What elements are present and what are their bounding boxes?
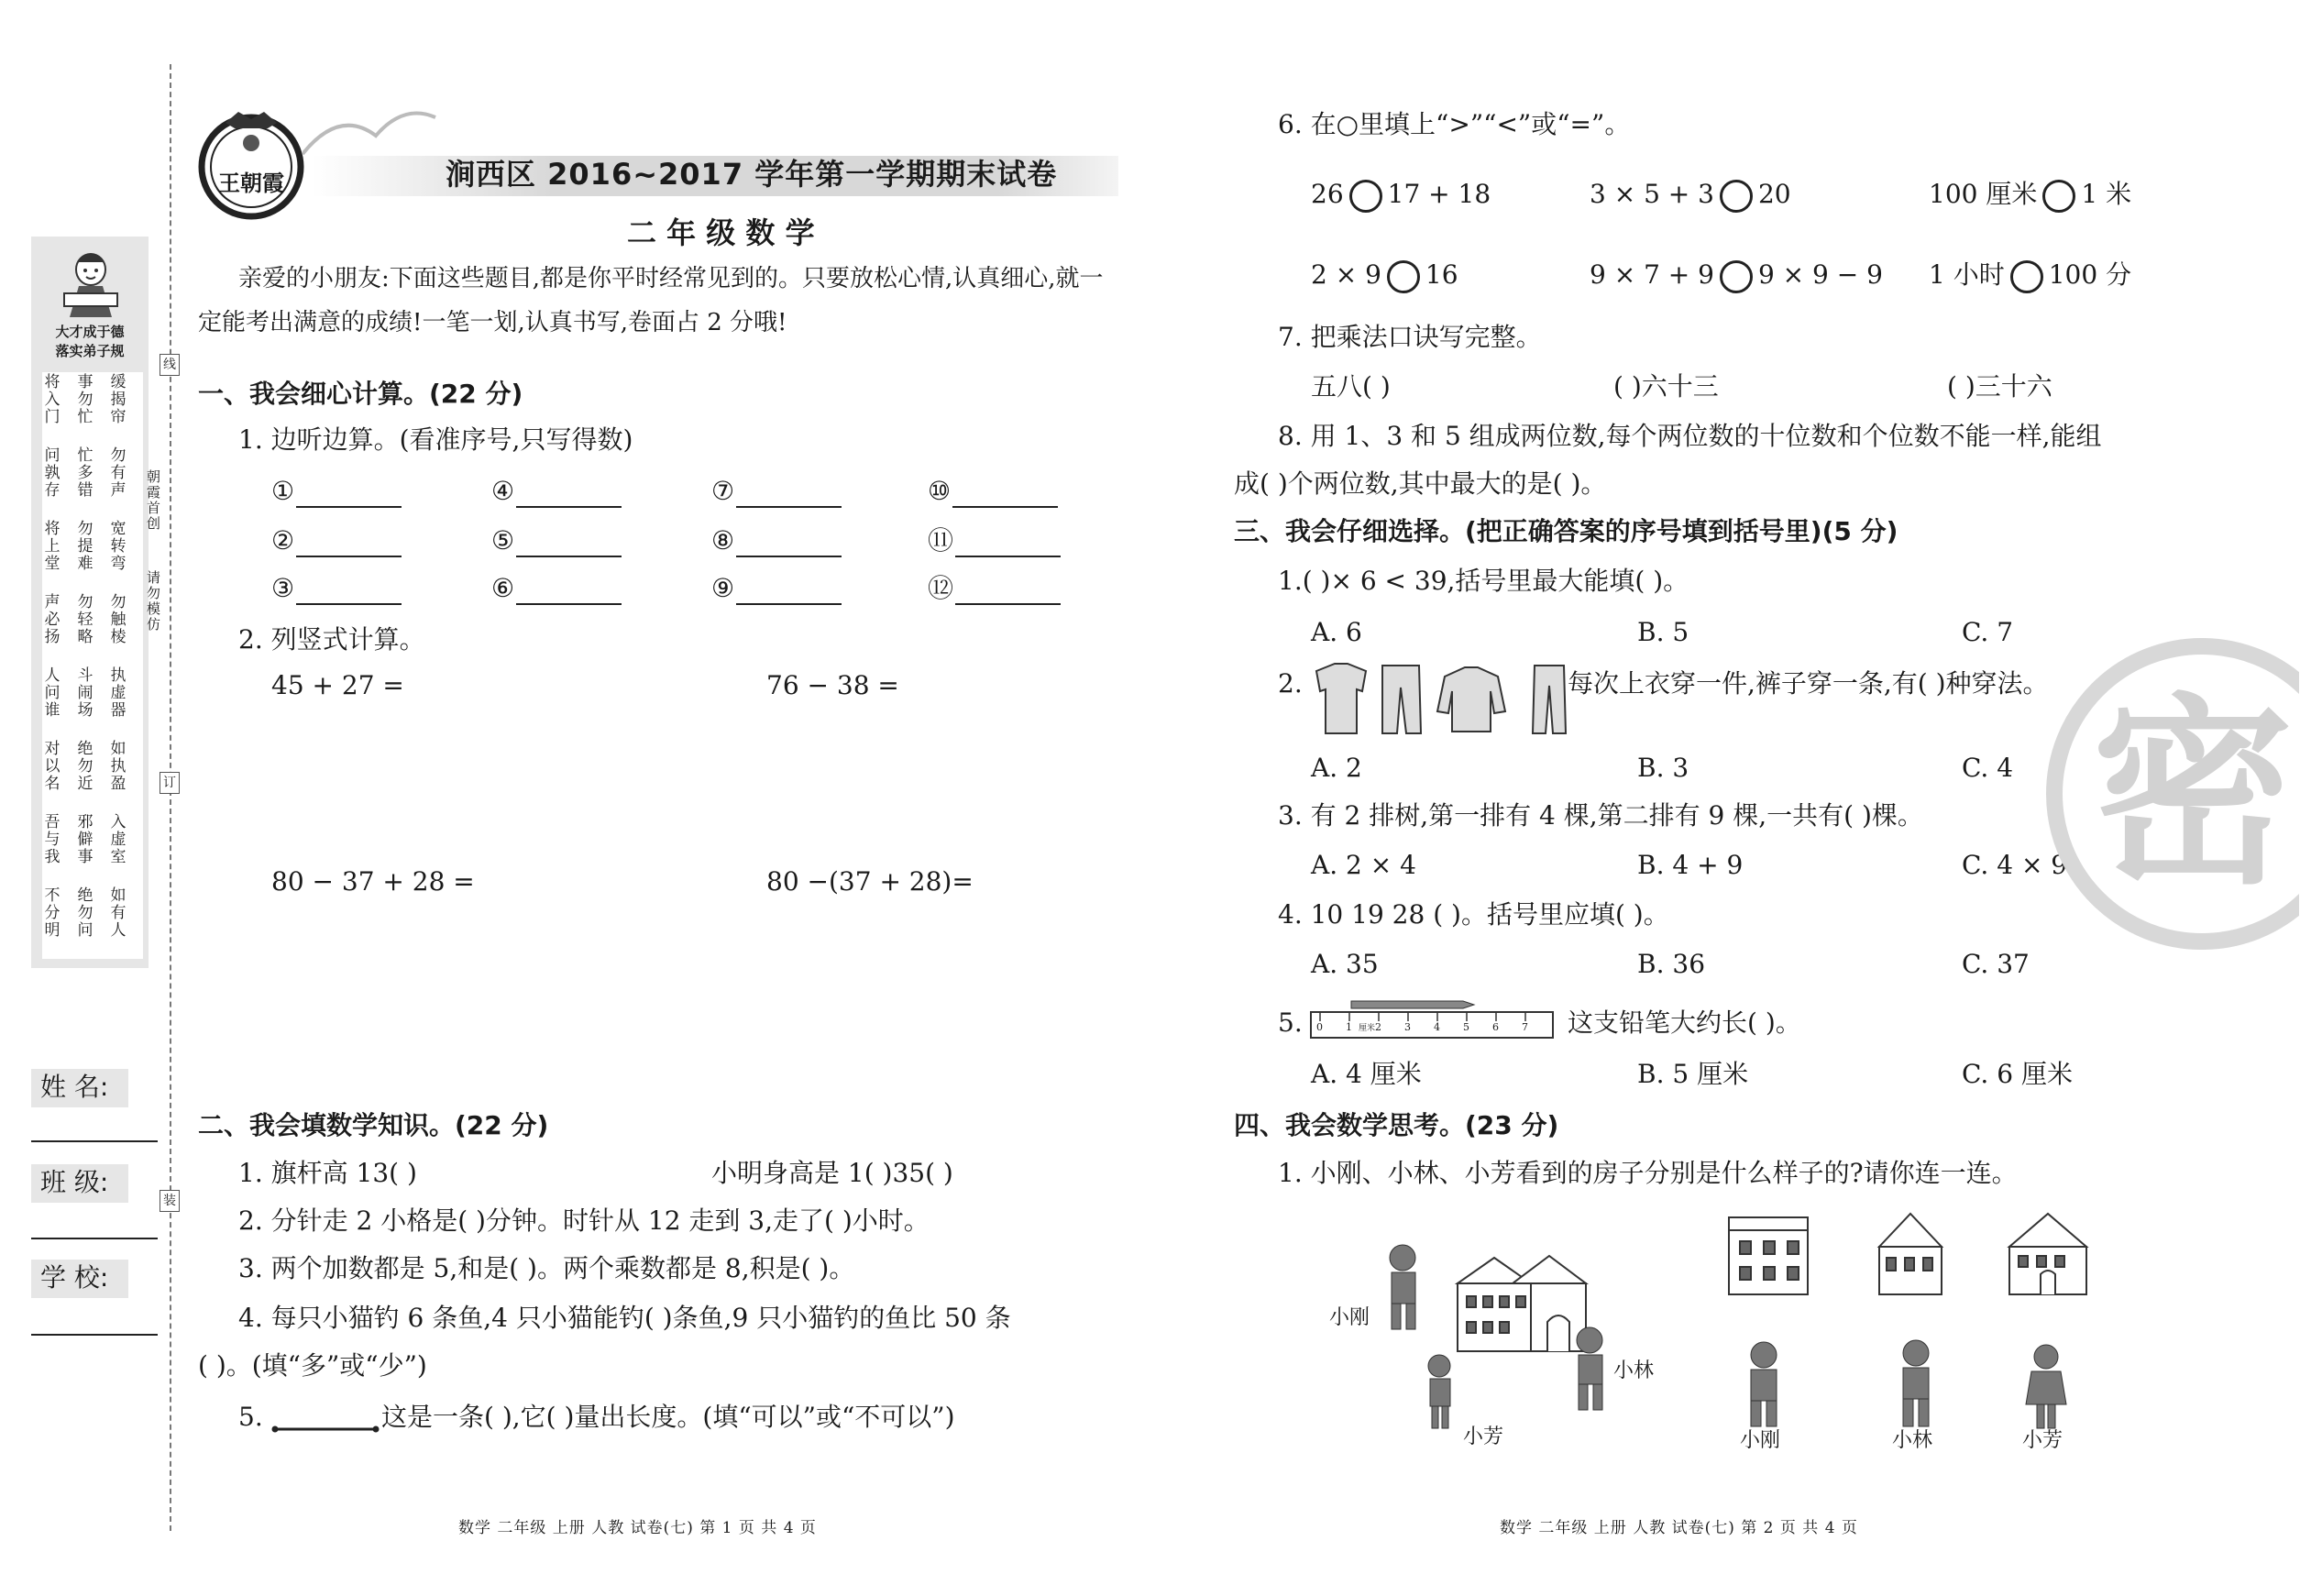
- q1-prompt: 1. 边听边算。(看准序号,只写得数): [238, 424, 633, 455]
- answer-blank[interactable]: [736, 482, 842, 508]
- proverb-columns: [42, 374, 138, 961]
- kid-label-xiaogang: 小刚: [1740, 1429, 1781, 1452]
- proverb-phrase: 人问谁: [44, 666, 61, 720]
- intro-line-2: 定能考出满意的成绩!一笔一划,认真书写,卷面占 2 分哦!: [198, 309, 787, 336]
- kid-xiaogang-icon: [1736, 1338, 1791, 1430]
- compare-left: 9 × 7 + 9: [1590, 259, 1714, 290]
- fill-q5-num: 5.: [238, 1402, 263, 1432]
- ruler-tick-label: 7: [1522, 1021, 1528, 1033]
- boy-reading-icon: [51, 246, 130, 321]
- compare-left: 26: [1311, 179, 1344, 209]
- slot-number: ⑪: [928, 525, 954, 556]
- q2-prompt: 2. 列竖式计算。: [238, 624, 425, 655]
- proverb-phrase: 对以名: [44, 740, 61, 793]
- notice-column-2: 请勿模仿: [147, 569, 161, 633]
- vertical-calc-2: 76 − 38 =: [766, 670, 899, 700]
- class-field[interactable]: [31, 1238, 158, 1239]
- compare-3: [1929, 178, 2131, 213]
- ruler-tick-label: 6: [1492, 1021, 1499, 1033]
- proverb-phrase: 执虚器: [110, 666, 127, 720]
- compare-right: 16: [1425, 259, 1458, 290]
- compare-left: 1 小时: [1929, 259, 2005, 290]
- answer-blank[interactable]: [955, 579, 1061, 605]
- compare-right: 1 米: [2081, 179, 2132, 209]
- ruler-tick-label: 0: [1316, 1021, 1323, 1033]
- proverb-phrase: 如有人: [110, 886, 127, 940]
- q8-line-1: 8. 用 1、3 和 5 组成两位数,每个两位数的十位数和个位数不能一样,能组: [1278, 421, 2102, 451]
- proverb-phrase: 声必扬: [44, 593, 61, 646]
- section-1-heading: 一、我会细心计算。(22 分): [198, 379, 523, 409]
- answer-blank[interactable]: [952, 482, 1058, 508]
- rhyme-3: ( )三十六: [1947, 371, 2052, 402]
- house-view-a[interactable]: [1723, 1212, 1815, 1298]
- slot-number: ⑫: [928, 573, 954, 603]
- compare-right: 9 × 9 − 9: [1757, 259, 1883, 290]
- slot-number: ⑦: [711, 476, 735, 506]
- answer-blank[interactable]: [736, 579, 842, 605]
- answer-slot[interactable]: [928, 475, 1058, 508]
- q6-prompt: 6. 在○里填上“>”“<”或“=”。: [1278, 109, 1631, 139]
- answer-circle[interactable]: [1720, 180, 1753, 213]
- answer-blank[interactable]: [516, 532, 622, 557]
- fill-q3: 3. 两个加数都是 5,和是( )。两个乘数都是 8,积是( )。: [238, 1253, 855, 1283]
- compare-2: [1590, 178, 1791, 213]
- seal-char-box: 线: [160, 354, 180, 376]
- fill-q4: 4. 每只小猫钓 6 条鱼,4 只小猫能钓( )条鱼,9 只小猫钓的鱼比 50 条: [238, 1303, 1011, 1333]
- exam-title: 涧西区 2016~2017 学年第一学期期末试卷: [446, 157, 1058, 192]
- choice-q5-option[interactable]: B. 5 厘米: [1637, 1059, 1749, 1089]
- proverb-phrase: 问孰存: [44, 446, 61, 500]
- choice-q4: 4. 10 19 28 ( )。括号里应填( )。: [1278, 899, 1669, 930]
- answer-blank[interactable]: [736, 532, 842, 557]
- choice-q5-option[interactable]: C. 6 厘米: [1962, 1059, 2073, 1089]
- answer-slot[interactable]: [271, 524, 402, 557]
- ruler-marks: [1307, 1021, 1568, 1038]
- section-4-heading: 四、我会数学思考。(23 分): [1234, 1110, 1559, 1140]
- motto-line: 落实弟子规: [55, 343, 125, 359]
- think-q1: 1. 小刚、小林、小芳看到的房子分别是什么样子的?请你连一连。: [1278, 1158, 2018, 1188]
- house-view-c[interactable]: [2004, 1210, 2092, 1298]
- choice-q5-text: 这支铅笔大约长( )。: [1568, 1007, 1801, 1038]
- proverb-phrase: 事勿忙: [77, 373, 94, 426]
- compare-5: [1590, 259, 1883, 293]
- compare-right: 100 分: [2048, 259, 2132, 290]
- ribbon-decoration: [303, 99, 440, 163]
- choice-q1-option[interactable]: C. 7: [1962, 617, 2014, 647]
- answer-slot[interactable]: [271, 475, 402, 508]
- section-2-heading: 二、我会填数学知识。(22 分): [198, 1110, 549, 1140]
- scene-label-xiaofang: 小芳: [1463, 1425, 1504, 1448]
- choice-q2-num: 2.: [1278, 668, 1303, 699]
- ruler-pencil-figure: [1307, 996, 1568, 1043]
- choice-q3-option[interactable]: B. 4 + 9: [1637, 850, 1744, 880]
- proverb-phrase: 忙多错: [77, 446, 94, 500]
- slot-number: ①: [271, 476, 295, 506]
- rhyme-1: 五八( ): [1311, 371, 1391, 402]
- answer-circle[interactable]: [1349, 180, 1382, 213]
- slot-number: ②: [271, 525, 295, 556]
- school-field[interactable]: [31, 1334, 158, 1336]
- name-label: 姓 名:: [40, 1072, 109, 1102]
- choice-q2-option[interactable]: C. 4: [1962, 753, 2014, 783]
- compare-4: [1311, 259, 1458, 293]
- choice-q3-option[interactable]: C. 4 × 9: [1962, 850, 2068, 880]
- proverb-phrase: 缓揭帘: [110, 373, 127, 426]
- choice-q4-option[interactable]: B. 36: [1637, 949, 1706, 979]
- vertical-notice: [147, 469, 167, 532]
- seal-char-box: 装: [160, 1190, 180, 1212]
- proverb-phrase: 勿轻略: [77, 593, 94, 646]
- answer-blank[interactable]: [296, 579, 402, 605]
- choice-q3: 3. 有 2 排树,第一排有 4 棵,第二排有 9 棵,一共有( )棵。: [1278, 800, 1923, 831]
- q7-prompt: 7. 把乘法口诀写完整。: [1278, 322, 1542, 352]
- vertical-calc-1: 45 + 27 =: [271, 670, 404, 700]
- kid-label-xiaofang: 小芳: [2022, 1429, 2063, 1452]
- answer-circle[interactable]: [1720, 260, 1753, 293]
- choice-q1: 1.( )× 6 < 39,括号里最大能填( )。: [1278, 566, 1689, 596]
- compare-right: 17 + 18: [1387, 179, 1491, 209]
- fill-q2: 2. 分针走 2 小格是( )分钟。时针从 12 走到 3,走了( )小时。: [238, 1205, 930, 1236]
- proverb-phrase: 将入门: [44, 373, 61, 426]
- proverb-phrase: 斗闹场: [77, 666, 94, 720]
- answer-slot[interactable]: [928, 524, 1061, 557]
- logo-badge: [194, 106, 308, 220]
- answer-blank[interactable]: [296, 482, 402, 508]
- slot-number: ⑩: [928, 476, 952, 506]
- logo-text: 王朝霞: [218, 170, 284, 196]
- line-segment-figure: [271, 1419, 380, 1426]
- choice-q2-option[interactable]: B. 3: [1637, 753, 1689, 783]
- ruler-tick-label: 4: [1434, 1021, 1440, 1033]
- proverb-phrase: 邪僻事: [77, 813, 94, 866]
- vertical-calc-3: 80 − 37 + 28 =: [271, 866, 475, 897]
- compare-1: [1311, 178, 1491, 213]
- confidential-seal: [2028, 620, 2299, 968]
- proverb-phrase: 宽转弯: [110, 520, 127, 573]
- answer-blank[interactable]: [516, 579, 622, 605]
- choice-q1-option[interactable]: A. 6: [1311, 617, 1362, 647]
- slot-number: ④: [491, 476, 515, 506]
- answer-slot[interactable]: [491, 572, 622, 605]
- ruler-unit-label: 厘米: [1359, 1024, 1376, 1033]
- fill-q1b: 小明身高是 1( )35( ): [711, 1158, 953, 1188]
- slot-number: ⑥: [491, 573, 515, 603]
- choice-q4-option[interactable]: C. 37: [1962, 949, 2030, 979]
- house-scene: [1366, 1219, 1668, 1448]
- fill-q4-cont: ( )。(填“多”或“少”): [198, 1350, 427, 1381]
- choice-q2-option[interactable]: A. 2: [1311, 753, 1362, 783]
- answer-slot[interactable]: [491, 524, 622, 557]
- kid-label-xiaolin: 小林: [1892, 1429, 1933, 1452]
- answer-blank[interactable]: [296, 532, 402, 557]
- proverb-phrase: 如执盈: [110, 740, 127, 793]
- answer-slot[interactable]: [711, 524, 842, 557]
- answer-blank[interactable]: [516, 482, 622, 508]
- scene-label-xiaolin: 小林: [1613, 1359, 1655, 1382]
- rhyme-2: ( )六十三: [1613, 371, 1719, 402]
- sidebar-motto: [33, 323, 147, 361]
- choice-q2-text: 每次上衣穿一件,裤子穿一条,有( )种穿法。: [1568, 668, 2049, 699]
- exam-subtitle: 二 年 级 数 学: [627, 215, 815, 250]
- answer-circle[interactable]: [2042, 180, 2075, 213]
- binding-dashed-line: [170, 64, 171, 1531]
- compare-left: 2 × 9: [1311, 259, 1381, 290]
- footer-right: 数学 二年级 上册 人教 试卷(七) 第 2 页 共 4 页: [1500, 1519, 1858, 1537]
- choice-q1-option[interactable]: B. 5: [1637, 617, 1689, 647]
- answer-slot[interactable]: [928, 572, 1061, 605]
- compare-left: 3 × 5 + 3: [1590, 179, 1714, 209]
- proverb-phrase: 绝勿问: [77, 886, 94, 940]
- section-3-heading: 三、我会仔细选择。(把正确答案的序号填到括号里)(5 分): [1234, 516, 1898, 546]
- clothes-icon: [1307, 660, 1568, 737]
- answer-blank[interactable]: [955, 532, 1061, 557]
- choice-q4-option[interactable]: A. 35: [1311, 949, 1379, 979]
- answer-slot[interactable]: [711, 572, 842, 605]
- motto-line: 大才成于德: [55, 324, 125, 340]
- choice-q5-option[interactable]: A. 4 厘米: [1311, 1059, 1422, 1089]
- answer-slot[interactable]: [271, 572, 402, 605]
- choice-q5-num: 5.: [1278, 1007, 1303, 1038]
- proverb-phrase: 勿有声: [110, 446, 127, 500]
- scene-label-xiaogang: 小刚: [1329, 1306, 1370, 1329]
- kid-xiaolin-icon: [1888, 1335, 1943, 1430]
- slot-number: ⑨: [711, 573, 735, 603]
- kid-xiaofang-icon: [2019, 1340, 2074, 1432]
- ruler-tick-label: 1: [1346, 1021, 1352, 1033]
- proverb-phrase: 不分明: [44, 886, 61, 940]
- house-view-b[interactable]: [1874, 1210, 1947, 1298]
- proverb-phrase: 勿提难: [77, 520, 94, 573]
- answer-slot[interactable]: [711, 475, 842, 508]
- proverb-phrase: 吾与我: [44, 813, 61, 866]
- proverb-phrase: 将上堂: [44, 520, 61, 573]
- name-field[interactable]: [31, 1140, 158, 1142]
- slot-number: ⑤: [491, 525, 515, 556]
- compare-right: 20: [1757, 179, 1791, 209]
- fill-q5-text: 这是一条( ),它( )量出长度。(填“可以”或“不可以”): [381, 1402, 955, 1432]
- slot-number: ⑧: [711, 525, 735, 556]
- proverb-phrase: 入虚室: [110, 813, 127, 866]
- seal-char-box: 订: [160, 772, 180, 794]
- fill-q1a: 1. 旗杆高 13( ): [238, 1158, 417, 1188]
- compare-6: [1929, 259, 2131, 293]
- proverb-phrase: 绝勿近: [77, 740, 94, 793]
- vertical-calc-4: 80 −(37 + 28)=: [766, 866, 974, 897]
- vertical-notice-2: [147, 570, 167, 633]
- proverb-phrase: 勿触棱: [110, 593, 127, 646]
- q8-line-2: 成( )个两位数,其中最大的是( )。: [1234, 468, 1607, 499]
- footer-left: 数学 二年级 上册 人教 试卷(七) 第 1 页 共 4 页: [458, 1519, 817, 1537]
- answer-circle[interactable]: [1387, 260, 1420, 293]
- ruler-tick-label: 2: [1375, 1021, 1381, 1033]
- ruler-tick-label: 5: [1463, 1021, 1469, 1033]
- choice-q3-option[interactable]: A. 2 × 4: [1311, 850, 1416, 880]
- ruler-tick-label: 3: [1404, 1021, 1411, 1033]
- school-label: 学 校:: [40, 1262, 109, 1293]
- intro-line-1: 亲爱的小朋友:下面这些题目,都是你平时经常见到的。只要放松心情,认真细心,就一: [238, 265, 1104, 292]
- class-label: 班 级:: [40, 1167, 109, 1197]
- answer-circle[interactable]: [2010, 260, 2043, 293]
- compare-left: 100 厘米: [1929, 179, 2038, 209]
- slot-number: ③: [271, 573, 295, 603]
- seal-glyph: 密: [2092, 677, 2294, 911]
- notice-column-1: 朝霞首创: [147, 468, 161, 532]
- answer-slot[interactable]: [491, 475, 622, 508]
